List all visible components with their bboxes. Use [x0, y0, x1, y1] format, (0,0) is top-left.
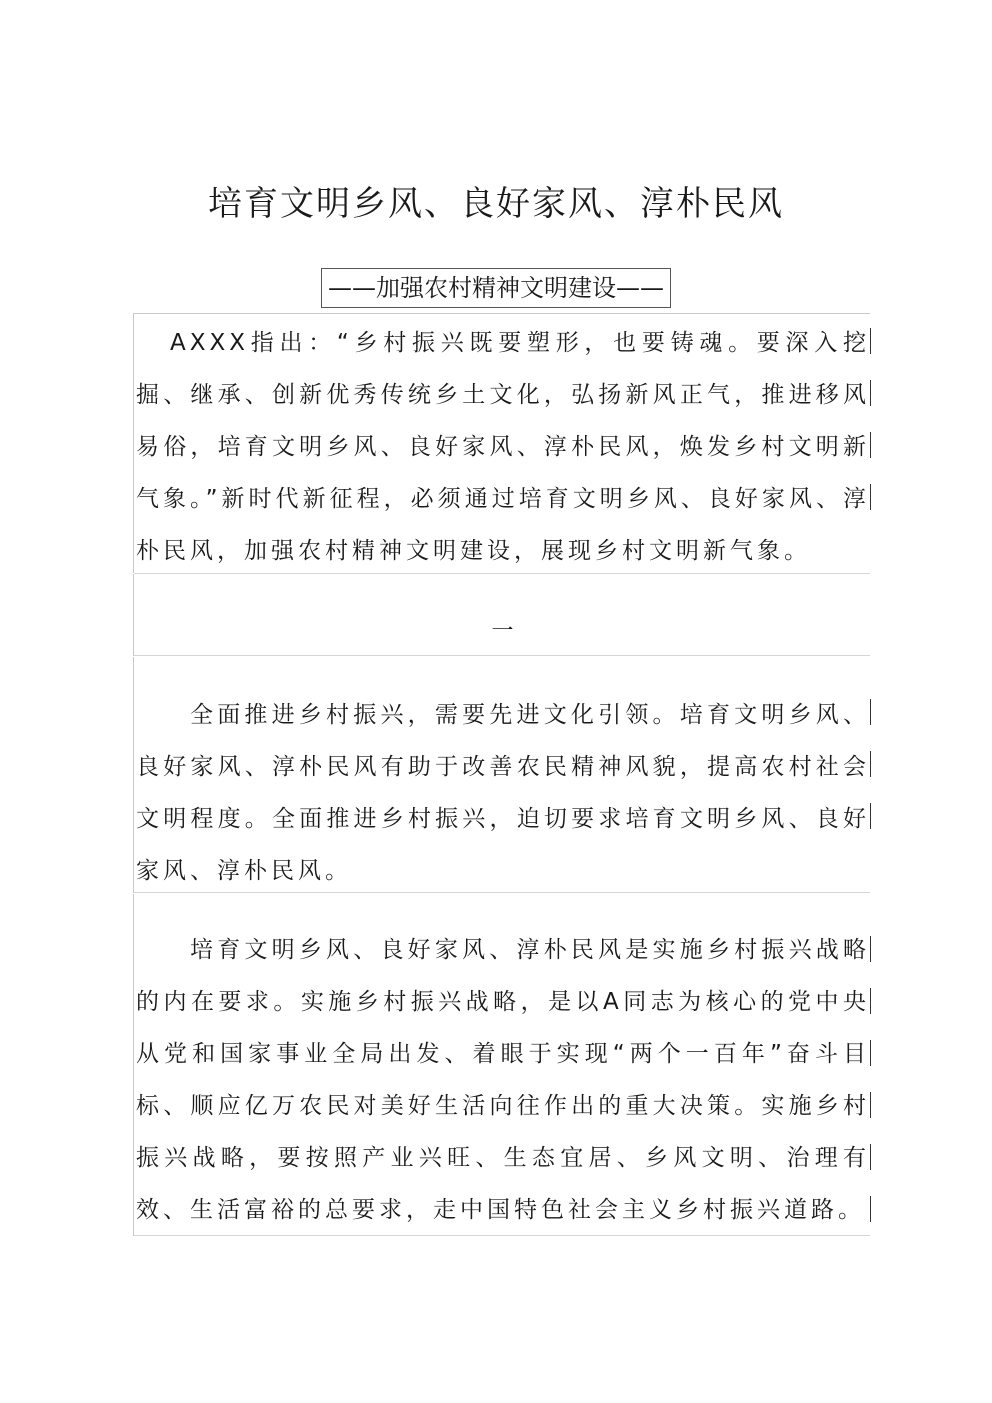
- right-edge-mark: [870, 380, 871, 406]
- intro-paragraph-box: [133, 313, 870, 573]
- document-subtitle: ——加强农村精神文明建设——: [321, 268, 671, 308]
- paragraph-3: 培育文明乡风、良好家风、淳朴民风是实施乡村振兴战略的内在要求。实施乡村振兴战略，是以A同志为核心的党中央从党和国家事业全局出发、着眼于实现“两个一百年”奋斗目标、顺应亿万农民对美好生活向往作出的重大决策。实施乡村振兴战略，要按照产业兴旺、生态宜居、乡风文明、治理有效、生活富裕的总要求，走中国特色社会主义乡村振兴道路。: [136, 937, 870, 1223]
- right-edge-mark: [870, 936, 871, 962]
- right-edge-mark: [870, 484, 871, 510]
- section-number-box: [133, 574, 870, 656]
- paragraph-3-box: [133, 894, 870, 1236]
- paragraph-2: 全面推进乡村振兴，需要先进文化引领。培育文明乡风、良好家风、淳朴民风有助于改善农民精神风貌，提高农村社会文明程度。全面推进乡村振兴，迫切要求培育文明乡风、良好家风、淳朴民风。: [136, 702, 870, 884]
- document-title: 培育文明乡风、良好家风、淳朴民风: [208, 184, 784, 224]
- paragraph-3-frame: [134, 894, 870, 1236]
- right-edge-mark: [870, 803, 871, 829]
- right-edge-mark: [870, 328, 871, 354]
- right-edge-mark: [870, 751, 871, 777]
- intro-paragraph-frame: [134, 314, 870, 574]
- right-edge-mark: [870, 699, 871, 725]
- right-edge-mark: [870, 432, 871, 458]
- section-number: 一: [491, 619, 514, 644]
- right-edge-mark: [870, 1092, 871, 1118]
- right-edge-mark: [870, 1040, 871, 1066]
- subtitle-container: [0, 268, 992, 308]
- right-edge-mark: [870, 988, 871, 1014]
- right-edge-mark: [870, 1196, 871, 1222]
- paragraph-2-frame: [134, 657, 870, 893]
- intro-paragraph: AXXX指出：“乡村振兴既要塑形，也要铸魂。要深入挖掘、继承、创新优秀传统乡土文化，弘扬新风正气，推进移风易俗，培育文明乡风、良好家风、淳朴民风，焕发乡村文明新气象。”新时代新征程，必须通过培育文明乡风、良好家风、淳朴民风，加强农村精神文明建设，展现乡村文明新气象。: [136, 330, 870, 564]
- paragraph-2-box: [133, 657, 870, 893]
- right-edge-mark: [870, 1144, 871, 1170]
